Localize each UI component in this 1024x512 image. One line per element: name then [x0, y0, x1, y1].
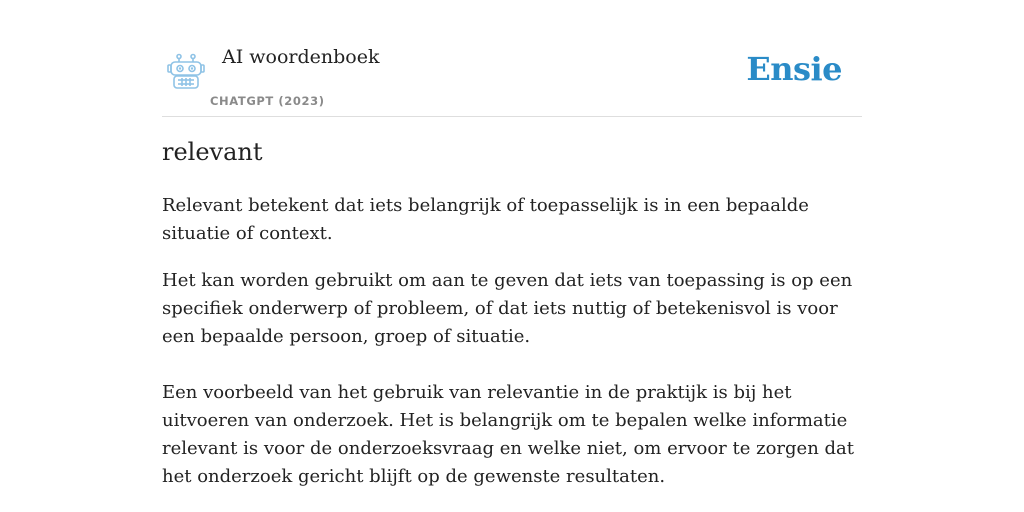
source-title[interactable]: AI woordenboek [222, 46, 380, 68]
definition-paragraph: Het kan worden gebruikt om aan te geven dat iets van toepassing is op een specifiek onderwerp of probleem, of dat iets nuttig of betekenisvol is voor een bepaalde persoon, groep of situatie. [162, 270, 853, 347]
header [162, 36, 862, 117]
robot-icon [166, 52, 206, 90]
definition-paragraph: Relevant betekent dat iets belangrijk of toepasselijk is in een bepaalde situatie of context. [162, 195, 809, 244]
entry-term: relevant [162, 138, 263, 166]
definition-paragraph: Een voorbeeld van het gebruik van relevantie in de praktijk is bij het uitvoeren van onderzoek. Het is belangrijk om te bepalen welke informatie relevant is voor de onderzoeksvraag en welke niet, om ervoor te zorgen dat het onderzoek gericht blijft op de gewenste resultaten. [162, 382, 855, 487]
source-subtitle: CHATGPT (2023) [210, 94, 325, 108]
brand-logo[interactable]: Ensie [746, 50, 842, 88]
